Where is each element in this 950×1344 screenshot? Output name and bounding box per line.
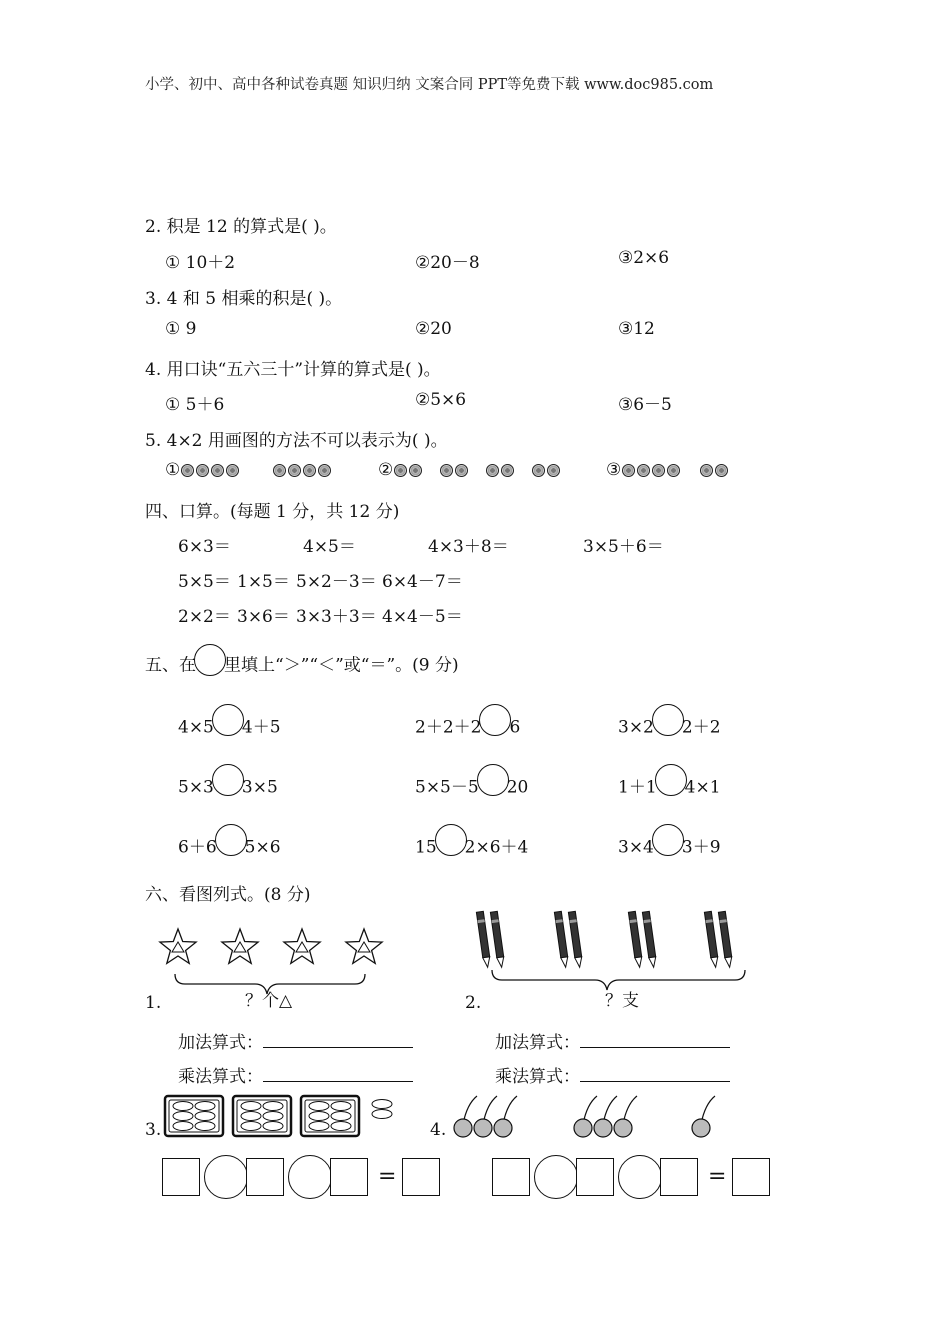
compare-item: [178, 712, 281, 744]
dot-groups: [180, 460, 364, 480]
result-box[interactable]: [732, 1158, 770, 1196]
question-3-stem: 3. 4 和 5 相乘的积是( )。: [145, 289, 343, 309]
multiplication-label: 乘法算式：: [178, 1067, 263, 1087]
cake-icon: [195, 1102, 215, 1111]
question-5-stem: 5. 4×2 用画图的方法不可以表示为( )。: [145, 431, 448, 451]
dot: [211, 464, 224, 477]
problem-1-number: 1.: [145, 993, 162, 1013]
pen-icon: [628, 911, 643, 967]
cake-icon: [195, 1112, 215, 1121]
answer-box[interactable]: [162, 1158, 200, 1196]
dot-group: [699, 460, 729, 480]
dot-group: [621, 460, 681, 480]
answer-circle[interactable]: [212, 704, 244, 736]
operator-circle[interactable]: [288, 1155, 332, 1199]
left-expression: 5×5－5: [415, 777, 479, 798]
cherry-icon: [494, 1119, 512, 1137]
dot: [455, 464, 468, 477]
cake-icon: [263, 1102, 283, 1111]
question-5-option-1: [165, 460, 364, 480]
addition-label: 加法算式：: [178, 1033, 263, 1053]
operator-circle[interactable]: [534, 1155, 578, 1199]
pen-icon: [642, 911, 657, 967]
cake-icon: [263, 1122, 283, 1131]
option-label: ②: [378, 460, 394, 480]
dot: [622, 464, 635, 477]
equals-sign: =: [378, 1164, 397, 1189]
cherry-icon: [474, 1119, 492, 1137]
cherry-icon: [594, 1119, 612, 1137]
compare-item: [618, 772, 721, 804]
dot: [667, 464, 680, 477]
right-expression: 5×6: [244, 837, 281, 858]
section-4-title: 四、口算。(每题 1 分，共 12 分): [145, 502, 400, 522]
cherry-icon: [692, 1119, 710, 1137]
left-expression: 3×4: [618, 837, 654, 858]
operator-circle[interactable]: [204, 1155, 248, 1199]
cake-icon: [331, 1102, 351, 1111]
result-box[interactable]: [402, 1158, 440, 1196]
compare-item: [178, 772, 278, 804]
mental-calc: 5×2－3＝: [296, 572, 377, 592]
option-label: ③: [606, 460, 622, 480]
answer-circle[interactable]: [194, 644, 226, 676]
compare-item: [618, 712, 721, 744]
dot-group: [485, 460, 515, 480]
mental-calc: 4×4－5＝: [382, 607, 463, 627]
section-6-title: 六、看图列式。(8 分): [145, 885, 311, 905]
dot: [181, 464, 194, 477]
compare-item: [618, 832, 721, 864]
dot: [637, 464, 650, 477]
pen-icon: [554, 911, 569, 967]
mental-calc: 1×5＝: [237, 572, 290, 592]
star-icon: [284, 929, 320, 963]
answer-blank[interactable]: [580, 1031, 730, 1048]
answer-circle[interactable]: [655, 764, 687, 796]
left-expression: 15: [415, 837, 437, 858]
problem-2-number: 2.: [465, 993, 482, 1013]
dot: [532, 464, 545, 477]
addition-line-1: [178, 1028, 413, 1053]
section-5-title: [145, 650, 459, 682]
dot: [700, 464, 713, 477]
question-3-option-2: ②20: [415, 319, 452, 339]
dot-group: [180, 460, 240, 480]
answer-circle[interactable]: [652, 824, 684, 856]
mental-calc: 3×6＝: [237, 607, 290, 627]
dot: [288, 464, 301, 477]
addition-label: 加法算式：: [495, 1033, 580, 1053]
left-expression: 6＋6: [178, 837, 217, 858]
pen-icon: [568, 911, 583, 967]
stars-count-label: ？个△: [245, 991, 293, 1011]
multiplication-label: 乘法算式：: [495, 1067, 580, 1087]
answer-box[interactable]: [576, 1158, 614, 1196]
mental-calc: 3×3＋3＝: [296, 607, 377, 627]
answer-circle[interactable]: [477, 764, 509, 796]
compare-item: [415, 772, 528, 804]
question-2-option-2: ②20－8: [415, 253, 480, 273]
cake-icon: [372, 1100, 392, 1109]
question-5-option-3: [606, 460, 747, 480]
cherry-icon: [454, 1119, 472, 1137]
right-expression: 2＋2: [681, 717, 721, 738]
mental-calc: 4×3＋8＝: [428, 537, 509, 557]
dot: [547, 464, 560, 477]
right-expression: 4×1: [684, 777, 721, 798]
mental-calc: 3×5＋6＝: [583, 537, 664, 557]
answer-box[interactable]: [660, 1158, 698, 1196]
question-4-option-1: ① 5＋6: [165, 395, 225, 415]
problem-3-number: 3.: [145, 1120, 162, 1140]
mental-calc: 4×5＝: [303, 537, 356, 557]
dot: [409, 464, 422, 477]
question-4-option-3: ③6－5: [618, 395, 672, 415]
cake-icon: [241, 1112, 261, 1121]
answer-circle[interactable]: [652, 704, 684, 736]
question-4-option-2: ②5×6: [415, 390, 467, 410]
cake-icon: [331, 1112, 351, 1121]
cake-icon: [331, 1122, 351, 1131]
answer-box[interactable]: [246, 1158, 284, 1196]
left-expression: 5×3: [178, 777, 214, 798]
cake-icon: [173, 1102, 193, 1111]
mental-calc: 6×4－7＝: [382, 572, 463, 592]
dot-groups: [621, 460, 747, 480]
pen-icon: [718, 911, 733, 967]
pen-icon: [476, 911, 491, 967]
dot: [440, 464, 453, 477]
left-expression: 3×2: [618, 717, 654, 738]
problem-4-number: 4.: [430, 1120, 447, 1140]
right-expression: 6: [509, 717, 521, 738]
cake-icon: [173, 1122, 193, 1131]
question-3-option-3: ③12: [618, 319, 655, 339]
question-5-option-2: [378, 460, 577, 480]
dot: [273, 464, 286, 477]
dot: [486, 464, 499, 477]
multiplication-line-2: [495, 1062, 730, 1087]
cherries-picture: [445, 1090, 745, 1140]
left-expression: 1＋1: [618, 777, 657, 798]
right-expression: 4＋5: [241, 717, 281, 738]
dot: [303, 464, 316, 477]
cake-icon: [372, 1110, 392, 1119]
compare-item: [415, 832, 528, 864]
dot-groups: [393, 460, 577, 480]
cake-icon: [241, 1122, 261, 1131]
mental-calc: 6×3＝: [178, 537, 231, 557]
answer-circle[interactable]: [479, 704, 511, 736]
cherry-icon: [614, 1119, 632, 1137]
page-header: 小学、初中、高中各种试卷真题 知识归纳 文案合同 PPT等免费下载 www.doc985.com: [145, 77, 714, 93]
dot-group: [531, 460, 561, 480]
pen-icon: [490, 911, 505, 967]
star-icon: [222, 929, 258, 963]
cake-icon: [309, 1122, 329, 1131]
cherry-icon: [574, 1119, 592, 1137]
right-expression: 3＋9: [681, 837, 721, 858]
right-expression: 20: [506, 777, 529, 798]
right-expression: 2×6＋4: [464, 837, 529, 858]
dot: [318, 464, 331, 477]
dot: [501, 464, 514, 477]
pens-count-label: ？支: [605, 991, 639, 1011]
cake-icon: [241, 1102, 261, 1111]
question-2-option-1: ① 10＋2: [165, 253, 236, 273]
pen-icon: [704, 911, 719, 967]
left-expression: 4×5: [178, 717, 214, 738]
pens-picture: [470, 908, 760, 998]
question-4-stem: 4. 用口诀“五六三十”计算的算式是( )。: [145, 360, 441, 380]
dot: [196, 464, 209, 477]
dot-group: [272, 460, 332, 480]
equals-sign: =: [708, 1164, 727, 1189]
answer-blank[interactable]: [580, 1065, 730, 1082]
star-icon: [346, 929, 382, 963]
dot: [715, 464, 728, 477]
operator-circle[interactable]: [618, 1155, 662, 1199]
right-expression: 3×5: [241, 777, 278, 798]
left-expression: 2＋2＋2: [415, 717, 482, 738]
dot: [652, 464, 665, 477]
mental-calc: 2×2＝: [178, 607, 231, 627]
star-icon: [160, 929, 196, 963]
cake-icon: [263, 1112, 283, 1121]
option-label: ①: [165, 460, 181, 480]
dot-group: [439, 460, 469, 480]
dot: [394, 464, 407, 477]
answer-box[interactable]: [492, 1158, 530, 1196]
addition-line-2: [495, 1028, 730, 1053]
trays-picture: [160, 1092, 400, 1140]
title-part: 五、在: [145, 655, 196, 676]
answer-circle[interactable]: [435, 824, 467, 856]
question-2-stem: 2. 积是 12 的算式是( )。: [145, 217, 337, 237]
dot-group: [393, 460, 423, 480]
multiplication-line-1: [178, 1062, 413, 1087]
cake-icon: [195, 1122, 215, 1131]
answer-circle[interactable]: [212, 764, 244, 796]
compare-item: [178, 832, 281, 864]
question-3-option-1: ① 9: [165, 319, 197, 339]
cake-icon: [309, 1112, 329, 1121]
answer-blank[interactable]: [263, 1065, 413, 1082]
cake-icon: [173, 1112, 193, 1121]
question-2-option-3: ③2×6: [618, 248, 670, 268]
answer-blank[interactable]: [263, 1031, 413, 1048]
dot: [226, 464, 239, 477]
answer-circle[interactable]: [215, 824, 247, 856]
cake-icon: [309, 1102, 329, 1111]
title-part: 里填上“＞”“＜”或“＝”。(9 分): [224, 655, 459, 676]
answer-box[interactable]: [330, 1158, 368, 1196]
mental-calc: 5×5＝: [178, 572, 231, 592]
compare-item: [415, 712, 520, 744]
